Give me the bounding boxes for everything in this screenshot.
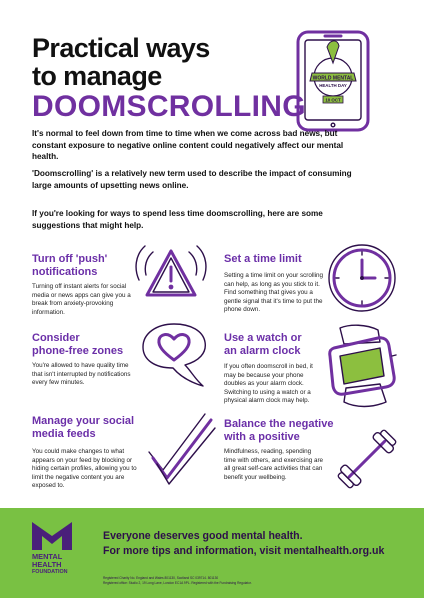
tip-title-line: phone-free zones xyxy=(32,345,124,357)
title-line-1: Practical ways xyxy=(32,33,210,63)
tip-phone-free-zones-body: You're allowed to have quality time that isn't interrupted by notifications every few minutes. xyxy=(32,362,131,387)
badge-line-1: WORLD MENTAL xyxy=(312,75,354,82)
intro-paragraph-3: If you're looking for ways to spend less time doomscrolling, here are some suggestions that might help. xyxy=(32,209,323,230)
tip-time-limit-title xyxy=(224,253,334,266)
checkmark-icon xyxy=(143,408,219,490)
tip-social-feeds-body: You could make changes to what appears on your feed by blocking or hiding certain profiles, allowing you to limit the negative content you are exposed to. xyxy=(32,448,137,490)
tip-title-line: an alarm clock xyxy=(224,345,301,357)
tip-title-line: Set a time limit xyxy=(224,253,302,265)
badge-line-3: 10 OCT xyxy=(325,97,341,103)
warning-icon xyxy=(131,237,211,313)
mental-health-foundation-logo xyxy=(32,522,72,580)
logo-text-line-3: FOUNDATION xyxy=(32,569,68,575)
footer-headline: Everyone deserves good mental health. xyxy=(103,530,303,542)
tip-time-limit-body: Setting a time limit on your scrolling can help, as long as you stick to it. Find something that gives you a gentle signal that it's time to put the phone down. xyxy=(224,272,324,314)
heart-bubble-icon xyxy=(133,316,215,396)
tip-title-line: Consider xyxy=(32,332,80,344)
tip-title-line: Manage your social xyxy=(32,415,135,427)
clock-icon xyxy=(324,240,400,316)
badge-line-2: HEALTH DAY xyxy=(319,83,347,88)
logo-text-line-1: MENTAL xyxy=(32,552,63,561)
logo-text-line-2: HEALTH xyxy=(32,560,62,569)
tip-push-notifications-title xyxy=(32,253,142,279)
intro-paragraph-2: 'Doomscrolling' is a relatively new term used to describe the impact of consuming large amounts of upsetting news online. xyxy=(32,169,352,190)
tip-watch-alarm-title xyxy=(224,332,334,358)
tip-title-line: Use a watch or xyxy=(224,332,302,344)
tip-balance-body: Mindfulness, reading, spending time with others, and exercising are all great self-care activities that can benefit your wellbeing. xyxy=(224,448,324,481)
tip-title-line: notifications xyxy=(32,266,98,278)
intro-paragraph-1: It's normal to feel down from time to time when we come across bad news, but constant exposure to negative online content could negatively affect our mental health. xyxy=(32,129,344,161)
title-line-2: to manage xyxy=(32,61,162,91)
logo-mark-icon xyxy=(32,522,72,550)
smartwatch-icon xyxy=(320,322,404,410)
tip-title-line: Balance the negative xyxy=(224,418,334,430)
dumbbell-icon xyxy=(330,418,404,500)
footer-charity-info: Registered Charity No. England and Wales 801130, Scotland SC 039714. 801130 xyxy=(103,576,219,580)
tip-watch-alarm-body: If you often doomscroll in bed, it may be because your phone doubles as your alarm clock. Switching to using a watch or a physical alarm clock may help. xyxy=(224,363,313,405)
tip-title-line: Turn off 'push' xyxy=(32,253,108,265)
tip-phone-free-zones-title xyxy=(32,332,142,358)
tip-title-line: with a positive xyxy=(224,431,300,443)
tip-push-notifications-body: Turning off instant alerts for social media or news apps can give you a break from anxiety-provoking information. xyxy=(32,283,131,316)
phone-badge-icon xyxy=(292,29,374,133)
tip-title-line: media feeds xyxy=(32,428,96,440)
footer-website-line: For more tips and information, visit mentalhealth.org.uk xyxy=(103,545,385,557)
title-highlight: DOOMSCROLLING xyxy=(32,90,306,123)
footer-registered-office: Registered office: Studio 2, 19 Long Lane, London EC1A 9PL. Registered with the Fundraising Regulator. xyxy=(103,581,252,585)
